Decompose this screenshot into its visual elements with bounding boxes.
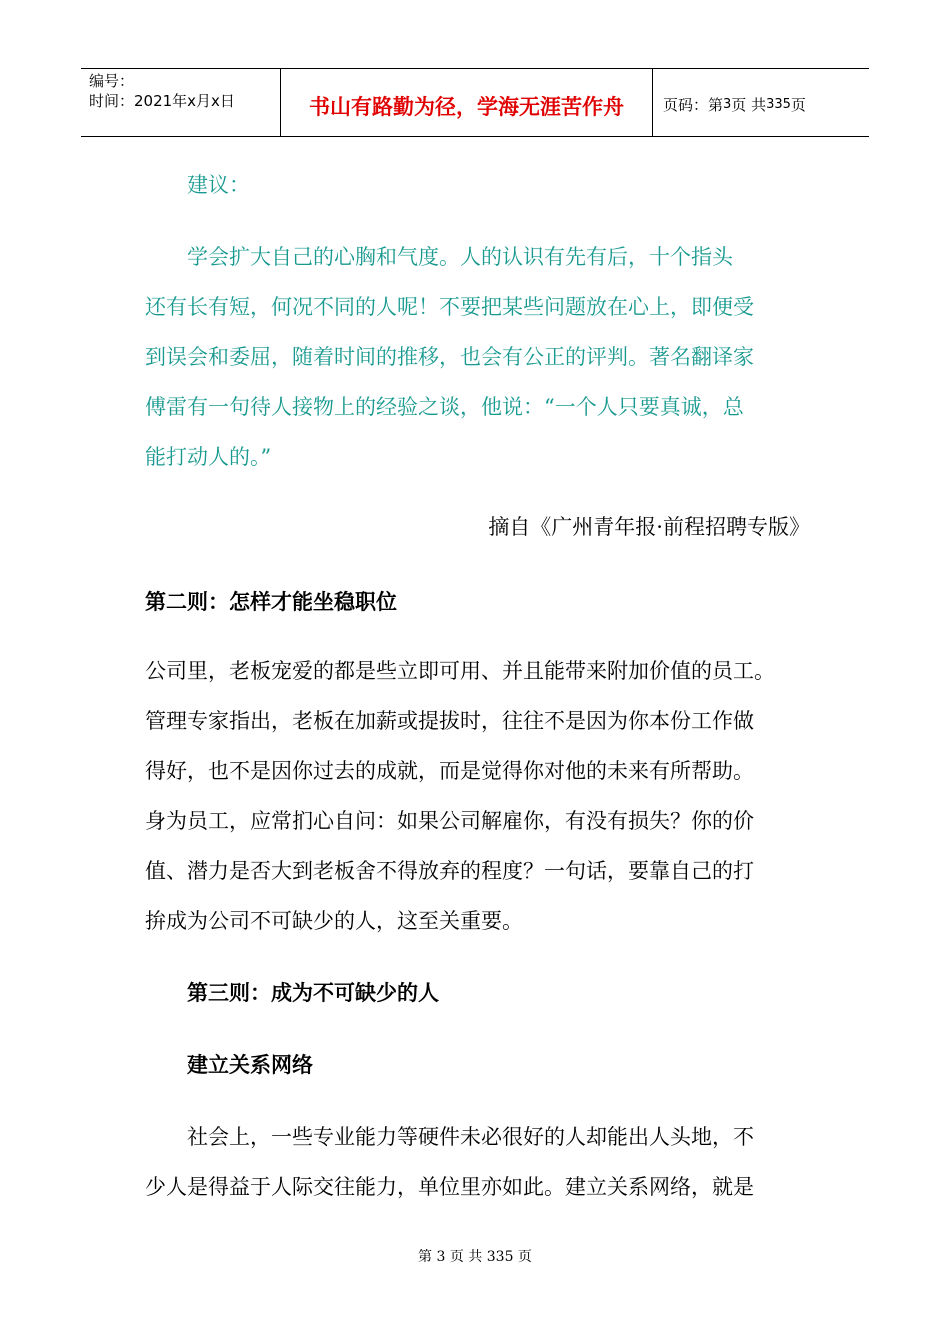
header-page-number xyxy=(653,69,869,136)
rule2-line: 公司里，老板宠爱的都是些立即可用、并且能带来附加价值的员工。 xyxy=(145,659,775,683)
suggestion-line: 傅雷有一句待人接物上的经验之谈，他说：“一个人只要真诚，总 xyxy=(145,395,744,419)
page-total: 335 xyxy=(766,97,791,112)
page-footer: 第 3 页 共 335 页 xyxy=(418,1249,532,1265)
time-label: 时间：2021年x月x日 xyxy=(89,92,235,110)
header-motto: 书山有路勤为径，学海无涯苦作舟 xyxy=(281,69,653,136)
network-heading-block xyxy=(145,1040,810,1090)
suggestion-paragraph xyxy=(145,232,810,482)
suggestion-line: 学会扩大自己的心胸和气度。人的认识有先有后，十个指头 xyxy=(187,245,733,269)
network-paragraph xyxy=(145,1112,810,1212)
rule2-paragraph xyxy=(145,646,825,946)
suggestion-line: 到误会和委屈，随着时间的推移，也会有公正的评判。著名翻译家 xyxy=(145,345,754,369)
rule3-title: 第三则：成为不可缺少的人 xyxy=(187,981,439,1005)
rule2-line: 拚成为公司不可缺少的人，这至关重要。 xyxy=(145,909,523,933)
suggestion-line: 能打动人的。” xyxy=(145,445,272,469)
page-label-mid: 页 共 xyxy=(731,96,767,114)
rule2-title: 第二则：怎样才能坐稳职位 xyxy=(145,590,397,614)
rule2-line: 管理专家指出，老板在加薪或提拔时，往往不是因为你本份工作做 xyxy=(145,709,754,733)
header-meta xyxy=(81,69,281,136)
suggestion-block xyxy=(145,160,810,210)
network-line: 少人是得益于人际交往能力，单位里亦如此。建立关系网络，就是 xyxy=(145,1175,754,1199)
rule2-line: 得好，也不是因你过去的成就，而是觉得你对他的未来有所帮助。 xyxy=(145,759,754,783)
source-block xyxy=(145,502,810,552)
header-table xyxy=(81,68,869,137)
page-label-prefix: 页码：第 xyxy=(663,96,724,114)
page-current: 3 xyxy=(723,97,732,112)
rule2-line: 值、潜力是否大到老板舍不得放弃的程度？一句话，要靠自己的打 xyxy=(145,859,754,883)
number-label: 编号： xyxy=(89,72,135,90)
network-line: 社会上，一些专业能力等硬件未必很好的人却能出人头地，不 xyxy=(187,1125,754,1149)
rule3-heading-block xyxy=(145,968,810,1018)
network-title: 建立关系网络 xyxy=(187,1053,313,1077)
suggestion-title: 建议： xyxy=(187,173,250,197)
rule2-line: 身为员工，应常扪心自问：如果公司解雇你，有没有损失？你的价 xyxy=(145,809,754,833)
page-label-suffix: 页 xyxy=(790,96,806,114)
rule2-heading-block xyxy=(145,577,810,627)
suggestion-line: 还有长有短，何况不同的人呢！不要把某些问题放在心上，即便受 xyxy=(145,295,754,319)
source-citation: 摘自《广州青年报·前程招聘专版》 xyxy=(488,515,810,539)
